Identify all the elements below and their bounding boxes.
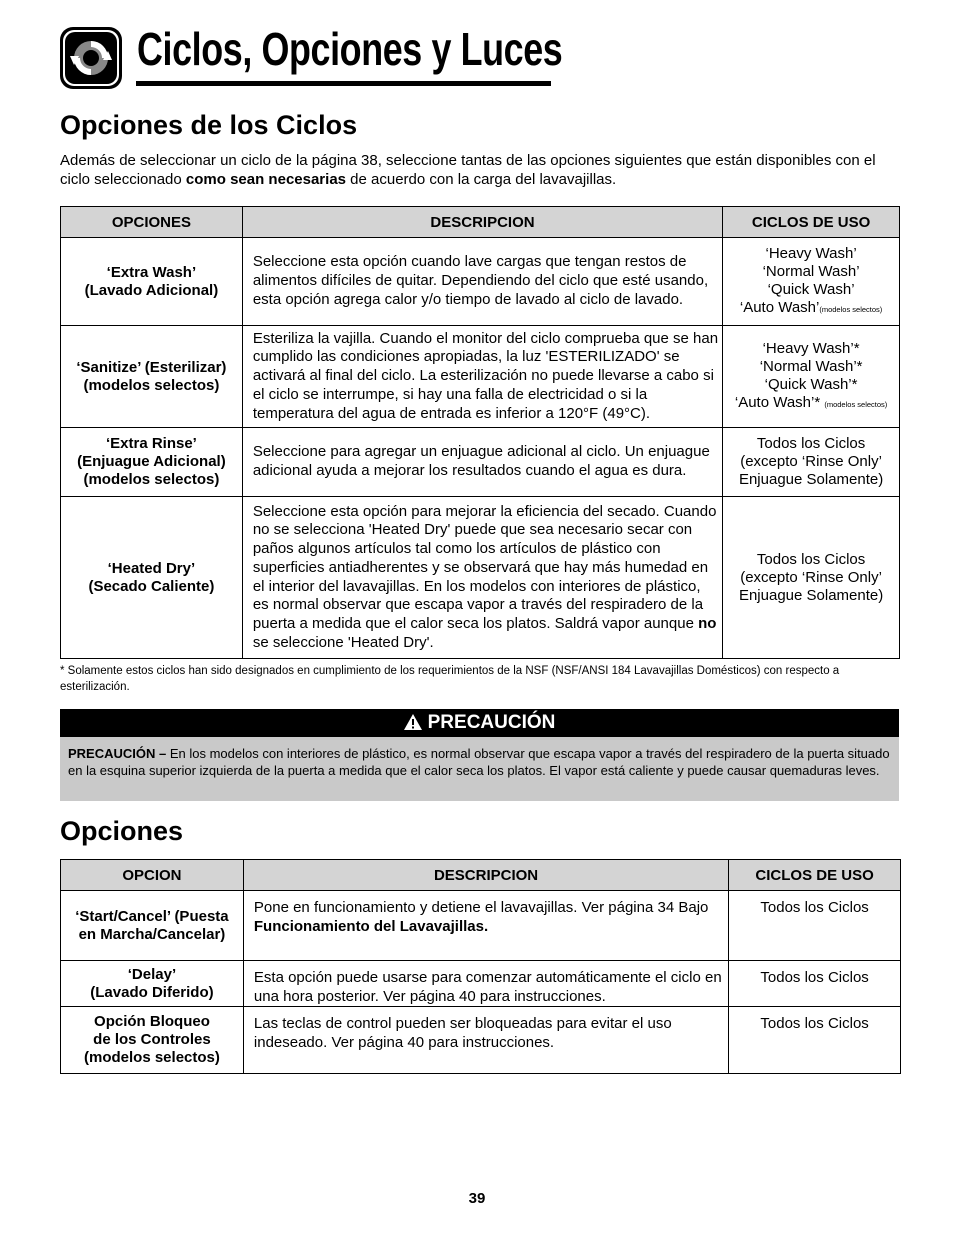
description-cell: Esteriliza la vajilla. Cuando el monitor del ciclo comprueba que se han cumplido las condiciones apropiadas, la luz 'ESTERILIZADO' se activará al final del ciclo. La esterilización no puede llevarse a cabo si el ciclo se interrumpe, si hay una falla de electricidad o si la temperatura del agua de entrada es inferior a 120°F (49°C). <box>242 326 722 428</box>
section-heading-cycle-options: Opciones de los Ciclos <box>60 110 358 140</box>
cycles-cell: Todos los Ciclos <box>729 961 901 1007</box>
caution-header: PRECAUCIÓN <box>60 709 899 737</box>
section-heading-options: Opciones <box>60 816 184 846</box>
description-cell: Seleccione esta opción cuando lave cargas que tengan restos de alimentos difíciles de quitar. Dependiendo del ciclo que esté usando, esta opción agrega calor y/o tiempo de lavado al ciclo de lavado. <box>242 238 722 326</box>
column-header: CICLOS DE USO <box>723 207 900 238</box>
column-header: OPCION <box>61 860 244 891</box>
table-row <box>61 238 900 326</box>
title-underline <box>136 81 551 86</box>
cycles-cell: ‘Heavy Wash’* ‘Normal Wash’* ‘Quick Wash’* ‘Auto Wash’* (modelos selectos) <box>723 326 900 428</box>
option-name-cell: ‘Extra Wash’ (Lavado Adicional) <box>61 238 243 326</box>
column-header: CICLOS DE USO <box>729 860 901 891</box>
option-name-cell: Opción Bloqueo de los Controles (modelos selectos) <box>61 1007 244 1074</box>
cycles-cell: ‘Heavy Wash’ ‘Normal Wash’ ‘Quick Wash’ ‘Auto Wash’(modelos selectos) <box>723 238 900 326</box>
cycles-cell: Todos los Ciclos (excepto ‘Rinse Only’ Enjuague Solamente) <box>723 497 900 659</box>
table-row <box>61 428 900 497</box>
description-cell: Seleccione esta opción para mejorar la eficiencia del secado. Cuando no se selecciona 'Heated Dry' puede que sea necesario secar con paños algunos artículos tal como los artículos de plástico con superficies antiadherentes y se observará que hay más humedad en el interior del lavavajillas. En los modelos con interiores de plástico, es normal observar que escapa vapor a través del respiradero de la puerta a medida que el calor seca los platos. Saldrá vapor aunque no se seleccione 'Heated Dry'. <box>242 497 722 659</box>
page-number: 39 <box>468 1190 486 1207</box>
description-cell: Esta opción puede usarse para comenzar automáticamente el ciclo en una hora posterior. Ver página 40 para instrucciones. <box>243 961 728 1007</box>
description-cell: Seleccione para agregar un enjuague adicional al ciclo. Un enjuague adicional ayuda a mejorar los resultados cuando el agua es dura. <box>242 428 722 497</box>
cycles-cell: Todos los Ciclos <box>729 1007 901 1074</box>
cycle-arrows-icon <box>60 27 122 89</box>
option-name-cell: ‘Start/Cancel’ (Puesta en Marcha/Cancelar) <box>61 891 244 961</box>
column-header: DESCRIPCION <box>243 860 728 891</box>
column-header: DESCRIPCION <box>242 207 722 238</box>
footnote: * Solamente estos ciclos han sido designados en cumplimiento de los requerimientos de la NSF (NSF/ANSI 184 Lavavajillas Domésticos) con respecto a esterilización. <box>60 665 840 693</box>
intro-paragraph: Además de seleccionar un ciclo de la página 38, seleccione tantas de las opciones siguientes que están disponibles con el ciclo seleccionado como sean necesarias de acuerdo con la carga del lavavajillas. <box>60 152 876 188</box>
cycle-options-table <box>60 206 900 659</box>
page-title: Ciclos, Opciones y Luces <box>137 23 563 75</box>
table-header-row <box>61 860 901 891</box>
option-name-cell: ‘Extra Rinse’ (Enjuague Adicional) (modelos selectos) <box>61 428 243 497</box>
table-row <box>61 497 900 659</box>
cycles-cell: Todos los Ciclos <box>729 891 901 961</box>
column-header: OPCIONES <box>61 207 243 238</box>
table-row <box>61 1007 901 1074</box>
option-name-cell: ‘Sanitize’ (Esterilizar) (modelos selectos) <box>61 326 243 428</box>
option-name-cell: ‘Delay’ (Lavado Diferido) <box>61 961 244 1007</box>
cycles-cell: Todos los Ciclos (excepto ‘Rinse Only’ Enjuague Solamente) <box>723 428 900 497</box>
caution-text: PRECAUCIÓN – En los modelos con interiores de plástico, es normal observar que escapa vapor a través del respiradero de la puerta situado en la esquina superior izquierda de la puerta a medida que el calor seca los platos. El vapor está caliente y puede causar quemaduras leves. <box>68 746 890 778</box>
table-header-row <box>61 207 900 238</box>
table-row <box>61 891 901 961</box>
description-cell: Pone en funcionamiento y detiene el lavavajillas. Ver página 34 Bajo Funcionamiento del Lavavajillas. <box>243 891 728 961</box>
caution-box <box>60 709 899 801</box>
option-name-cell: ‘Heated Dry’ (Secado Caliente) <box>61 497 243 659</box>
table-row <box>61 326 900 428</box>
options-table <box>60 859 901 1074</box>
warning-triangle-icon <box>404 714 422 730</box>
table-row <box>61 961 901 1007</box>
description-cell: Las teclas de control pueden ser bloqueadas para evitar el uso indeseado. Ver página 40 para instrucciones. <box>243 1007 728 1074</box>
